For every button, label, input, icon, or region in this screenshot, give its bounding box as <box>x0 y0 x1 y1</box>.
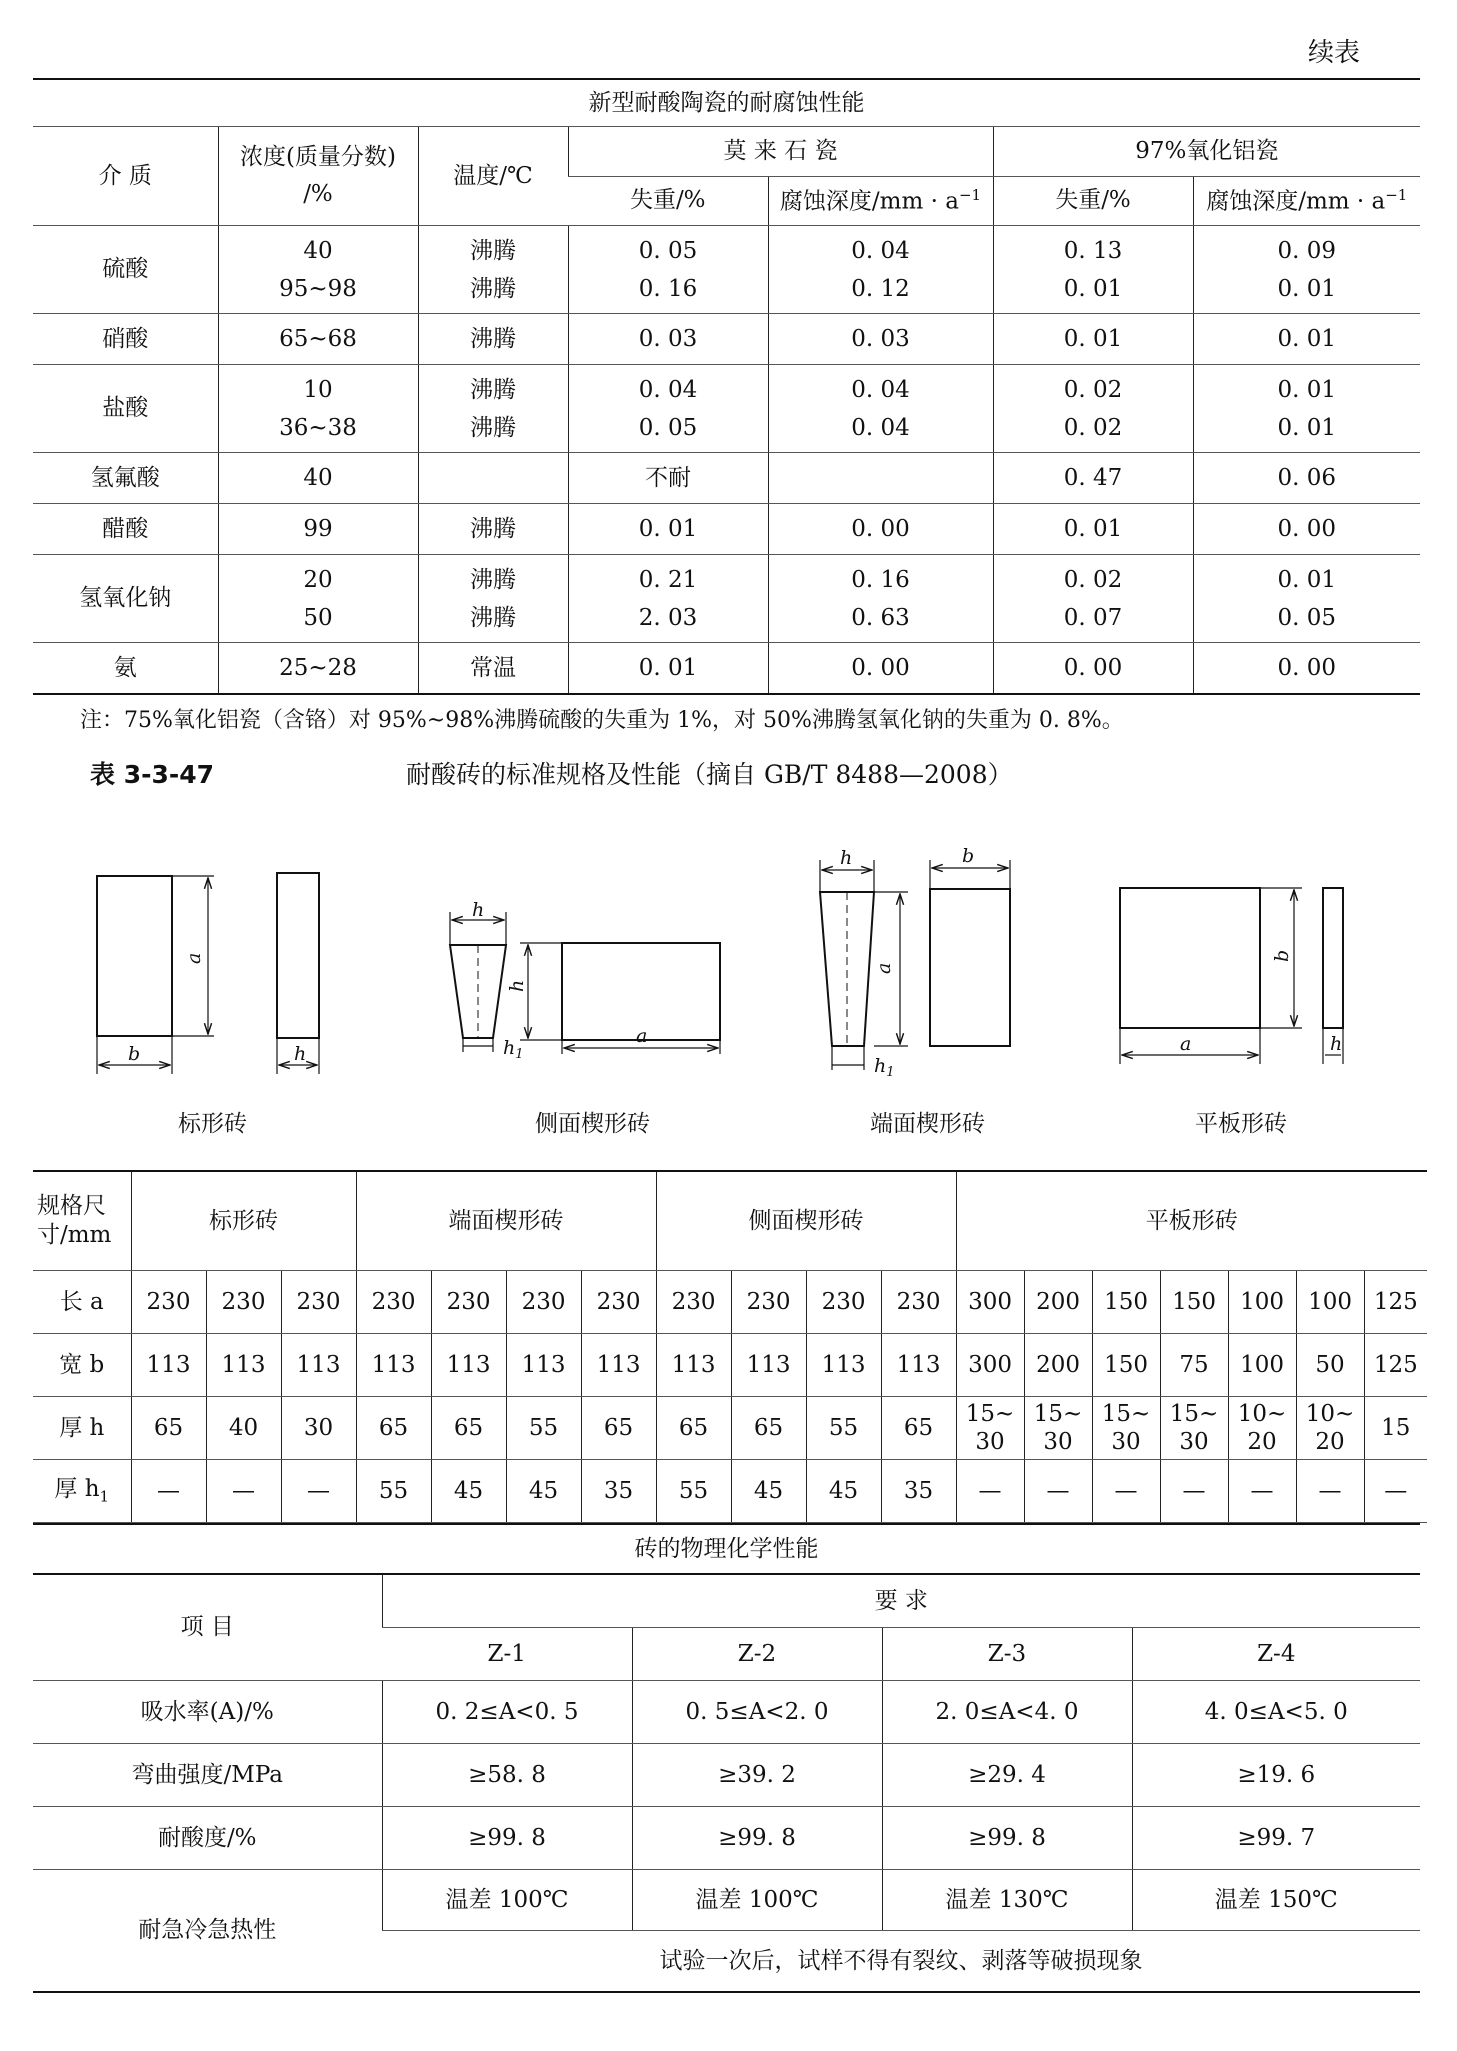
dimension-cell: 113 <box>206 1334 281 1397</box>
corrosion-table <box>33 78 1420 695</box>
dimension-cell: 113 <box>431 1334 506 1397</box>
dimension-cell: — <box>1024 1460 1092 1523</box>
dimension-cell: 10~ 20 <box>1296 1397 1364 1460</box>
properties-table <box>33 1523 1420 1993</box>
table-row <box>33 1744 1420 1807</box>
medium-cell: 醋酸 <box>33 504 218 555</box>
table3-title: 砖的物理化学性能 <box>33 1524 1420 1574</box>
slab-brick <box>1120 888 1343 1064</box>
medium-cell: 氢氟酸 <box>33 453 218 504</box>
data-cell: 0. 01 0. 01 <box>1193 365 1420 453</box>
data-cell: 0. 04 0. 04 <box>768 365 993 453</box>
data-cell <box>768 453 993 504</box>
medium-cell: 氢氧化钠 <box>33 555 218 643</box>
data-cell: 0. 04 0. 05 <box>568 365 768 453</box>
data-cell: 25~28 <box>218 643 418 695</box>
data-cell: 0. 01 0. 05 <box>1193 555 1420 643</box>
dimension-cell: 113 <box>806 1334 881 1397</box>
dimension-cell: 65 <box>131 1397 206 1460</box>
data-cell: 40 95~98 <box>218 226 418 314</box>
dimension-cell: 113 <box>356 1334 431 1397</box>
dimension-cell: 150 <box>1092 1334 1160 1397</box>
grade-z2: Z-2 <box>632 1628 882 1681</box>
data-cell: 0. 02 0. 07 <box>993 555 1193 643</box>
header-spec: 规格尺 寸/mm <box>33 1171 131 1271</box>
dimension-cell: — <box>1296 1460 1364 1523</box>
data-cell: 10 36~38 <box>218 365 418 453</box>
dimension-cell: — <box>1160 1460 1228 1523</box>
property-value: ≥19. 6 <box>1132 1744 1420 1807</box>
data-cell: 0. 02 0. 02 <box>993 365 1193 453</box>
grade-z4: Z-4 <box>1132 1628 1420 1681</box>
svg-text:h1: $h_1$ <box>503 1037 524 1062</box>
svg-text:a: a <box>1180 1033 1192 1055</box>
medium-cell: 氨 <box>33 643 218 695</box>
dimension-cell: 75 <box>1160 1334 1228 1397</box>
dimension-cell: 113 <box>731 1334 806 1397</box>
property-value: ≥29. 4 <box>882 1744 1132 1807</box>
dimension-cell: 230 <box>281 1271 356 1334</box>
brick-dimensions-table <box>33 1170 1427 1523</box>
dimension-cell: 113 <box>881 1334 956 1397</box>
table-row <box>33 555 1420 643</box>
header-concentration: 浓度(质量分数) /% <box>218 127 418 226</box>
row-label: 长 a <box>33 1271 131 1334</box>
data-cell: 0. 06 <box>1193 453 1420 504</box>
property-value: ≥58. 8 <box>382 1744 632 1807</box>
property-value: 0. 5≤A<2. 0 <box>632 1681 882 1744</box>
thermal-value: 温差 100℃ <box>632 1870 882 1931</box>
data-cell: 0. 00 <box>1193 643 1420 695</box>
data-cell: 99 <box>218 504 418 555</box>
svg-text:a: a <box>636 1025 648 1047</box>
data-cell <box>418 453 568 504</box>
header-alumina: 97%氧化铝瓷 <box>993 127 1420 177</box>
dimension-cell: 35 <box>581 1460 656 1523</box>
table-row <box>33 453 1420 504</box>
data-cell: 0. 01 <box>993 314 1193 365</box>
dimension-cell: 55 <box>806 1397 881 1460</box>
dimension-cell: 230 <box>731 1271 806 1334</box>
data-cell: 0. 01 <box>568 504 768 555</box>
dimension-cell: 230 <box>206 1271 281 1334</box>
thermal-item: 耐急冷急热性 <box>33 1870 382 1993</box>
svg-text:h: h <box>1330 1033 1343 1055</box>
dimension-cell: 300 <box>956 1271 1024 1334</box>
dimension-cell: 55 <box>656 1460 731 1523</box>
dimension-cell: 45 <box>731 1460 806 1523</box>
brick-figures <box>0 820 1457 1140</box>
header-temperature: 温度/℃ <box>418 127 568 226</box>
property-item: 吸水率(A)/% <box>33 1681 382 1744</box>
dimension-cell: — <box>1364 1460 1427 1523</box>
dimension-cell: 100 <box>1228 1271 1296 1334</box>
property-item: 弯曲强度/MPa <box>33 1744 382 1807</box>
dimension-cell: 35 <box>881 1460 956 1523</box>
data-cell: 0. 00 <box>768 643 993 695</box>
data-cell: 沸腾 沸腾 <box>418 365 568 453</box>
svg-text:b: b <box>1271 949 1293 962</box>
data-cell: 0. 01 <box>568 643 768 695</box>
table-number: 表 3-3-47 <box>90 760 215 789</box>
data-cell: 0. 04 0. 12 <box>768 226 993 314</box>
svg-text:b: b <box>128 1043 141 1065</box>
header-depth: 腐蚀深度$/mm \cdot a^{-1}$ <box>1193 176 1420 226</box>
dimension-cell: 230 <box>806 1271 881 1334</box>
header-weight-loss: 失重/% <box>568 176 768 226</box>
dimension-cell: 55 <box>356 1460 431 1523</box>
dimension-cell: 15~ 30 <box>1024 1397 1092 1460</box>
property-value: ≥99. 8 <box>882 1807 1132 1870</box>
data-cell: 0. 16 0. 63 <box>768 555 993 643</box>
table-row <box>33 504 1420 555</box>
data-cell: 0. 00 <box>768 504 993 555</box>
header-item: 项 目 <box>33 1574 382 1681</box>
table-row <box>33 643 1420 695</box>
grade-z3: Z-3 <box>882 1628 1132 1681</box>
data-cell: 0. 05 0. 16 <box>568 226 768 314</box>
dimension-cell: 15 <box>1364 1397 1427 1460</box>
dimension-cell: 15~ 30 <box>1092 1397 1160 1460</box>
table1-note: 注：75%氧化铝瓷（含铬）对 95%~98%沸腾硫酸的失重为 1%，对 50%沸腾氢氧化钠的失重为 0. 8%。 <box>80 708 1124 733</box>
dimension-cell: 113 <box>656 1334 731 1397</box>
data-cell: 0. 47 <box>993 453 1193 504</box>
dimension-cell: 113 <box>281 1334 356 1397</box>
table-row <box>33 1807 1420 1870</box>
svg-text:h1: $h_1$ <box>874 1055 895 1080</box>
dimension-cell: 150 <box>1092 1271 1160 1334</box>
table-row <box>33 1397 1427 1460</box>
data-cell: 0. 01 <box>993 504 1193 555</box>
dimension-cell: — <box>206 1460 281 1523</box>
dimension-cell: 15~ 30 <box>1160 1397 1228 1460</box>
dimension-cell: 10~ 20 <box>1228 1397 1296 1460</box>
data-cell: 0. 09 0. 01 <box>1193 226 1420 314</box>
standard-brick-front <box>97 876 214 1074</box>
dimension-cell: 45 <box>506 1460 581 1523</box>
svg-text:h: h <box>840 847 853 869</box>
table-row <box>33 1681 1420 1744</box>
row-label: 厚 $h_1$ <box>33 1460 131 1523</box>
label-standard-brick: 标形砖 <box>178 1111 247 1137</box>
dimension-cell: — <box>1092 1460 1160 1523</box>
dimension-cell: 113 <box>131 1334 206 1397</box>
grade-z1: Z-1 <box>382 1628 632 1681</box>
header-medium: 介 质 <box>33 127 218 226</box>
property-value: ≥39. 2 <box>632 1744 882 1807</box>
dimension-cell: 65 <box>656 1397 731 1460</box>
header-mullite: 莫 来 石 瓷 <box>568 127 993 177</box>
row-label: 宽 b <box>33 1334 131 1397</box>
dimension-cell: — <box>956 1460 1024 1523</box>
dimension-cell: 200 <box>1024 1334 1092 1397</box>
svg-text:h: h <box>472 899 485 921</box>
property-value: ≥99. 8 <box>382 1807 632 1870</box>
medium-cell: 盐酸 <box>33 365 218 453</box>
thermal-note: 试验一次后，试样不得有裂纹、剥落等破损现象 <box>382 1931 1420 1993</box>
dimension-cell: 125 <box>1364 1334 1427 1397</box>
data-cell: 0. 00 <box>993 643 1193 695</box>
property-value: 2. 0≤A<4. 0 <box>882 1681 1132 1744</box>
dimension-cell: — <box>1228 1460 1296 1523</box>
dimension-cell: 65 <box>881 1397 956 1460</box>
dimension-cell: 30 <box>281 1397 356 1460</box>
dimension-cell: 230 <box>581 1271 656 1334</box>
dimension-cell: 100 <box>1296 1271 1364 1334</box>
dimension-cell: 65 <box>581 1397 656 1460</box>
thermal-value: 温差 150℃ <box>1132 1870 1420 1931</box>
dimension-cell: 65 <box>431 1397 506 1460</box>
dimension-cell: 55 <box>506 1397 581 1460</box>
data-cell: 沸腾 沸腾 <box>418 555 568 643</box>
dimension-cell: — <box>281 1460 356 1523</box>
header-weight-loss: 失重/% <box>993 176 1193 226</box>
data-cell: 沸腾 沸腾 <box>418 226 568 314</box>
dimension-cell: — <box>131 1460 206 1523</box>
dimension-cell: 230 <box>656 1271 731 1334</box>
property-item: 耐酸度/% <box>33 1807 382 1870</box>
svg-text:a: a <box>183 952 205 964</box>
svg-text:a: a <box>873 962 895 974</box>
group-end-wedge: 端面楔形砖 <box>356 1171 656 1271</box>
group-side-wedge: 侧面楔形砖 <box>656 1171 956 1271</box>
header-requirement: 要 求 <box>382 1574 1420 1628</box>
dimension-cell: 300 <box>956 1334 1024 1397</box>
medium-cell: 硫酸 <box>33 226 218 314</box>
dimension-cell: 150 <box>1160 1271 1228 1334</box>
data-cell: 不耐 <box>568 453 768 504</box>
table1-title: 新型耐酸陶瓷的耐腐蚀性能 <box>33 79 1420 127</box>
data-cell: 沸腾 <box>418 314 568 365</box>
dimension-cell: 230 <box>431 1271 506 1334</box>
data-cell: 常温 <box>418 643 568 695</box>
table-row <box>33 1271 1427 1334</box>
dimension-cell: 230 <box>131 1271 206 1334</box>
data-cell: 0. 13 0. 01 <box>993 226 1193 314</box>
dimension-cell: 45 <box>806 1460 881 1523</box>
continued-label: 续表 <box>1308 38 1361 68</box>
svg-text:h: h <box>294 1043 307 1065</box>
dimension-cell: 113 <box>581 1334 656 1397</box>
data-cell: 0. 00 <box>1193 504 1420 555</box>
data-cell: 0. 03 <box>768 314 993 365</box>
dimension-cell: 65 <box>731 1397 806 1460</box>
table-row <box>33 1334 1427 1397</box>
property-value: 0. 2≤A<0. 5 <box>382 1681 632 1744</box>
data-cell: 20 50 <box>218 555 418 643</box>
dimension-cell: 230 <box>881 1271 956 1334</box>
dimension-cell: 50 <box>1296 1334 1364 1397</box>
thermal-value: 温差 130℃ <box>882 1870 1132 1931</box>
svg-text:h: h <box>506 979 528 992</box>
label-slab-brick: 平板形砖 <box>1195 1111 1287 1137</box>
group-standard: 标形砖 <box>131 1171 356 1271</box>
dimension-cell: 40 <box>206 1397 281 1460</box>
property-value: 4. 0≤A<5. 0 <box>1132 1681 1420 1744</box>
header-depth: 腐蚀深度$/mm \cdot a^{-1}$ <box>768 176 993 226</box>
table-caption: 耐酸砖的标准规格及性能（摘自 GB/T 8488—2008） <box>406 760 1013 789</box>
dimension-cell: 45 <box>431 1460 506 1523</box>
table-row <box>33 1460 1427 1523</box>
side-wedge-brick <box>450 912 720 1054</box>
dimension-cell: 125 <box>1364 1271 1427 1334</box>
data-cell: 40 <box>218 453 418 504</box>
data-cell: 0. 01 <box>1193 314 1420 365</box>
data-cell: 65~68 <box>218 314 418 365</box>
dimension-cell: 15~ 30 <box>956 1397 1024 1460</box>
thermal-value: 温差 100℃ <box>382 1870 632 1931</box>
property-value: ≥99. 8 <box>632 1807 882 1870</box>
label-side-wedge-brick: 侧面楔形砖 <box>535 1111 650 1137</box>
end-wedge-brick <box>820 860 1010 1070</box>
table-row <box>33 314 1420 365</box>
group-slab: 平板形砖 <box>956 1171 1427 1271</box>
dimension-cell: 230 <box>506 1271 581 1334</box>
table-row <box>33 365 1420 453</box>
dimension-cell: 230 <box>356 1271 431 1334</box>
property-value: ≥99. 7 <box>1132 1807 1420 1870</box>
dimension-cell: 65 <box>356 1397 431 1460</box>
data-cell: 0. 21 2. 03 <box>568 555 768 643</box>
data-cell: 0. 03 <box>568 314 768 365</box>
table-row <box>33 226 1420 314</box>
svg-text:b: b <box>962 845 975 867</box>
dimension-cell: 200 <box>1024 1271 1092 1334</box>
dimension-cell: 100 <box>1228 1334 1296 1397</box>
label-end-wedge-brick: 端面楔形砖 <box>870 1111 985 1137</box>
row-label: 厚 h <box>33 1397 131 1460</box>
dimension-cell: 113 <box>506 1334 581 1397</box>
medium-cell: 硝酸 <box>33 314 218 365</box>
data-cell: 沸腾 <box>418 504 568 555</box>
